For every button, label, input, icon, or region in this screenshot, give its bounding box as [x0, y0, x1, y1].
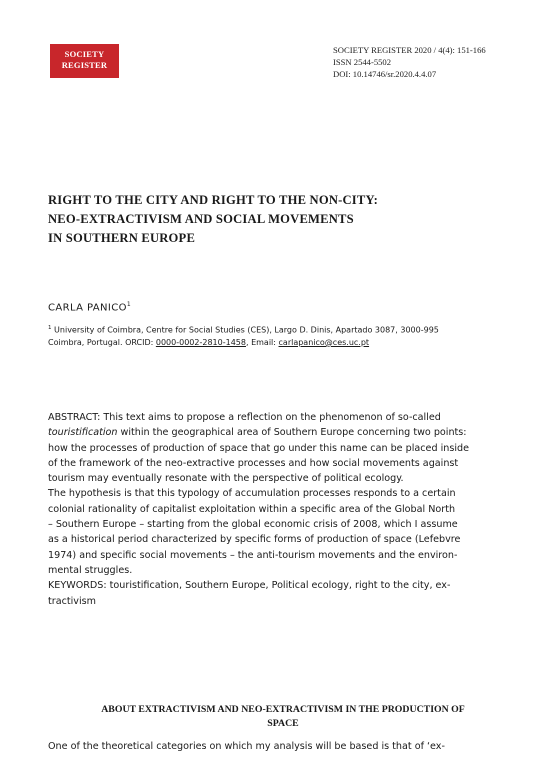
abstract-line: – Southern Europe – starting from the global economic crisis of 2008, which I assume	[48, 519, 458, 531]
journal-metadata	[333, 44, 486, 80]
email-label: , Email:	[245, 337, 279, 347]
journal-logo	[50, 44, 119, 78]
orcid-link[interactable]: 0000-0002-2810-1458	[155, 337, 246, 347]
abstract	[48, 410, 518, 609]
section-heading-line-2: SPACE	[267, 718, 299, 729]
section-heading-line-1: ABOUT EXTRACTIVISM AND NEO-EXTRACTIVISM IN THE PRODUCTION OF	[101, 704, 465, 715]
abstract-text: within the geographical area of Southern Europe concerning two points:	[117, 427, 467, 439]
email-link[interactable]: carlapanico@ces.uc.pt	[278, 337, 370, 347]
section-heading	[48, 703, 518, 731]
journal-citation: SOCIETY REGISTER 2020 / 4(4): 151-166	[333, 45, 486, 55]
abstract-line	[48, 425, 518, 440]
affiliation-line-2	[48, 337, 518, 349]
doi: DOI: 10.14746/sr.2020.4.4.07	[333, 69, 437, 79]
abstract-line: how the processes of production of space that go under this name can be placed inside	[48, 442, 469, 454]
author	[48, 301, 131, 313]
affiliation	[48, 322, 518, 349]
logo-line-2: REGISTER	[61, 60, 108, 70]
affiliation-text: University of Coimbra, Centre for Social Studies (CES), Largo D. Dinis, Apartado 3087, 3000-995	[54, 325, 439, 335]
title-line-2: NEO-EXTRACTIVISM AND SOCIAL MOVEMENTS	[48, 212, 354, 226]
title-line-3: IN SOUTHERN EUROPE	[48, 231, 196, 245]
affiliation-line-1	[48, 322, 518, 337]
issn: ISSN 2544-5502	[333, 57, 392, 67]
abstract-line: colonial rationality of capitalist exploitation within a specific area of the Global North	[48, 503, 456, 515]
abstract-emphasis: touristification	[48, 427, 118, 439]
logo-line-1: SOCIETY	[64, 49, 105, 59]
abstract-line: as a historical period characterized by specific forms of production of space (Lefebvre	[48, 534, 461, 546]
author-footnote-marker: 1	[126, 301, 132, 308]
abstract-line: mental struggles.	[48, 564, 133, 576]
title-line-1: RIGHT TO THE CITY AND RIGHT TO THE NON-CITY:	[48, 193, 379, 207]
author-name: CARLA PANICO	[48, 302, 127, 314]
orcid-label: Coimbra, Portugal. ORCID:	[48, 337, 156, 347]
paper-title	[48, 191, 468, 248]
abstract-line: tourism may eventually resonate with the perspective of political ecology.	[48, 473, 404, 485]
abstract-line: of the framework of the neo-extractive processes and how social movements against	[48, 457, 459, 469]
keywords-line: tractivism	[48, 595, 96, 607]
keywords-line: KEYWORDS: touristification, Southern Europe, Political ecology, right to the city, ex-	[48, 580, 451, 592]
abstract-line: The hypothesis is that this typology of accumulation processes responds to a certain	[48, 488, 456, 500]
abstract-line: ABSTRACT: This text aims to propose a reflection on the phenomenon of so-called	[48, 412, 441, 423]
abstract-line: 1974) and specific social movements – the anti-tourism movements and the environ-	[48, 549, 458, 561]
body-paragraph: One of the theoretical categories on which my analysis will be based is that of ‘ex-	[48, 741, 445, 752]
affiliation-marker: 1	[48, 325, 52, 331]
